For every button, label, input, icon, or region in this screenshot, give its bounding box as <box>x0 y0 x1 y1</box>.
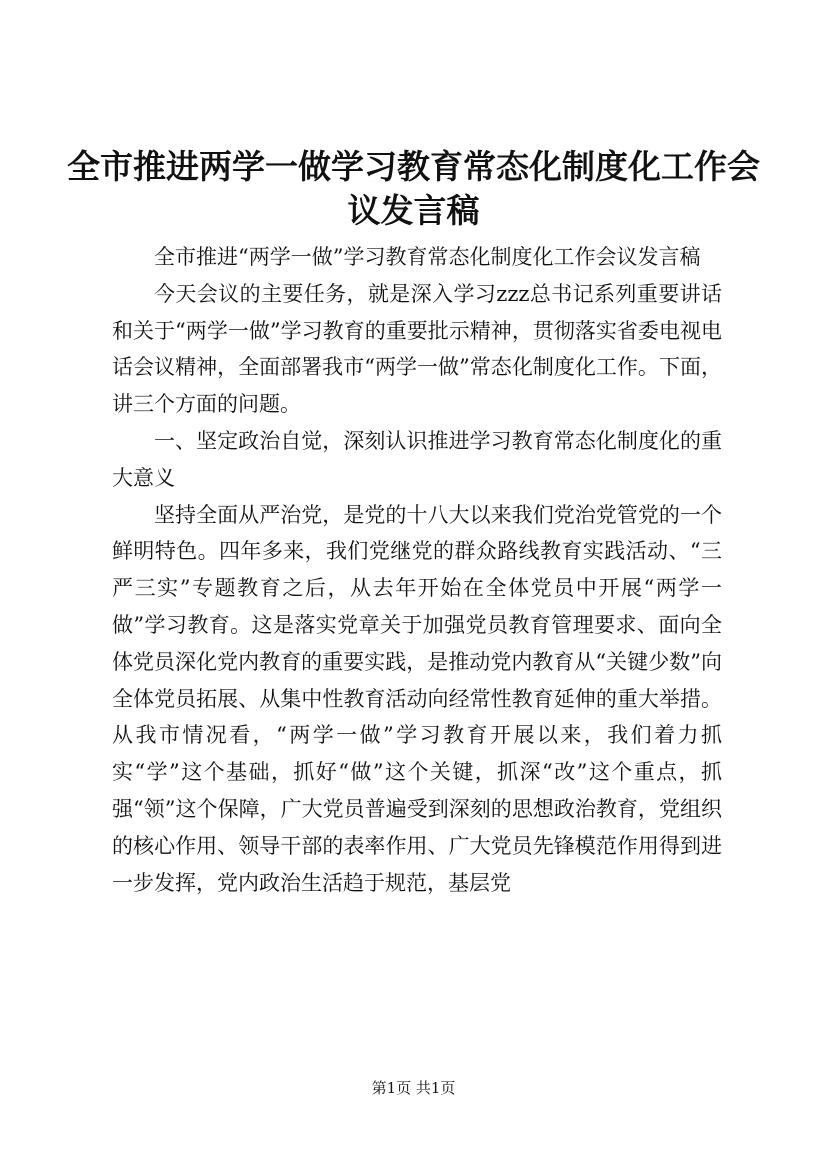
document-body <box>112 239 722 901</box>
page-footer: 第1页 共1页 <box>371 1079 456 1097</box>
paragraph-subtitle: 全市推进“两学一做”学习教育常态化制度化工作会议发言稿 <box>154 245 701 269</box>
paragraph-section-1: 坚持全面从严治党，是党的十八大以来我们党治党管党的一个鲜明特色。四年多来，我们党继党的群众路线教育实践活动、“三严三实”专题教育之后，从去年开始在全体党员中开展“两学一做”学习教育。这是落实党章关于加强党员教育管理要求、面向全体党员深化党内教育的重要实践，是推动党内教育从“关键少数”向全体党员拓展、从集中性教育活动向经常性教育延伸的重大举措。从我市情况看，“两学一做”学习教育开展以来，我们着力抓实“学”这个基础，抓好“做”这个关键，抓深“改”这个重点，抓强“领”这个保障，广大党员普遍受到深刻的思想政治教育，党组织的核心作用、领导干部的表率作用、广大党员先锋模范作用得到进一步发挥，党内政治生活趋于规范，基层党 <box>112 502 722 895</box>
document-title: 全市推进两学一做学习教育常态化制度化工作会议发言稿 <box>67 147 760 230</box>
paragraph-intro: 今天会议的主要任务，就是深入学习zzz总书记系列重要讲话和关于“两学一做”学习教育的重要批示精神，贯彻落实省委电视电话会议精神，全面部署我市“两学一做”常态化制度化工作。下面，讲三个方面的问题。 <box>112 281 722 417</box>
section-heading-1: 一、坚定政治自觉，深刻认识推进学习教育常态化制度化的重大意义 <box>112 428 722 490</box>
